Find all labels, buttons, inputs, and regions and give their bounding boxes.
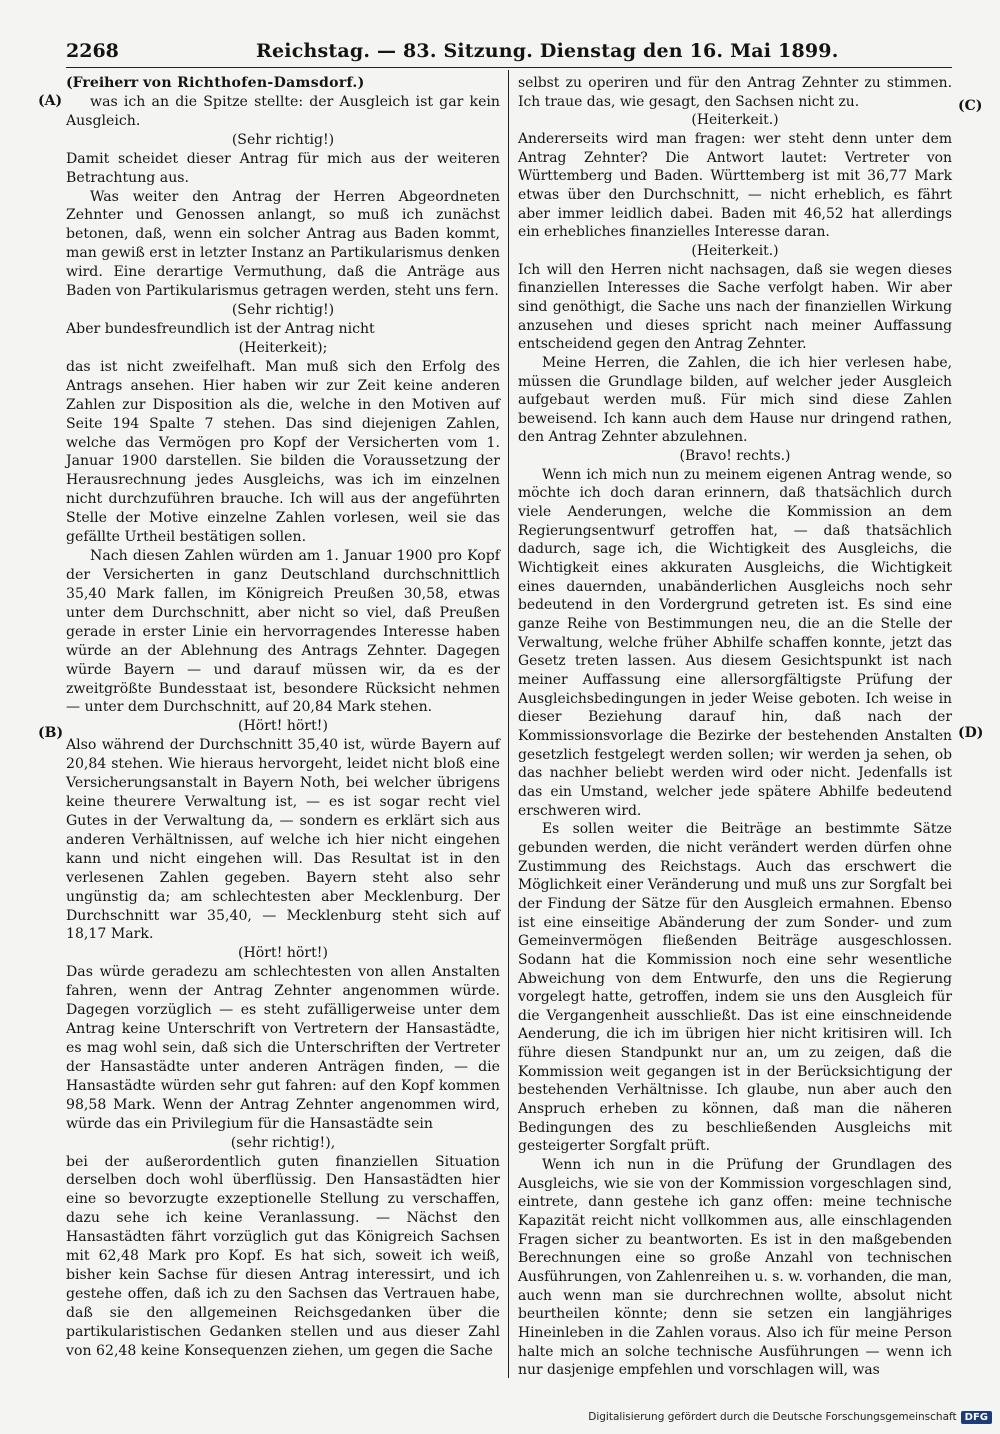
right-interjection: (Heiterkeit.) xyxy=(691,242,779,259)
left-interjection: (Hört! hört!) xyxy=(238,718,328,735)
left-paragraph: was ich an die Spitze stellte: der Ausgleich ist gar kein Ausgleich. xyxy=(66,93,500,129)
left-interjection: (sehr richtig!), xyxy=(230,1134,336,1151)
right-interjection: (Heiterkeit.) xyxy=(691,112,779,129)
speaker-name: von Richthofen-Damsdorf. xyxy=(143,75,358,91)
margin-marker-b: (B) xyxy=(38,725,64,741)
page-number: 2268 xyxy=(66,40,119,62)
left-interjection: (Hört! hört!) xyxy=(238,945,328,962)
left-paragraph: Also während der Durchschnitt 35,40 ist, würde Bayern auf 20,84 stehen. Wie hieraus hervorgeht, leidet nicht bloß eine Versicherungsanstalt in Bayern Noth, bei welcher übrigens keine theurere Verwaltung ist, — es ist sogar recht viel Gutes in der Verwaltung da, — sondern es erklärt sich aus anderen Verhältnissen, auf welche ich hier nicht eingehen kann und nicht eingehen will. Das Resultat ist in den verlesenen Zahlen gegeben. Bayern steht also sehr ungünstig da; am schlechtesten aber Mecklenburg. Der Durchschnitt war 35,40, — Mecklenburg steht sich auf 18,17 Mark. xyxy=(66,737,500,943)
header-rule xyxy=(66,67,952,68)
left-paragraph: Was weiter den Antrag der Herren Abgeordneten Zehnter und Genossen anlangt, so muß ich zunächst betonen, daß, wenn ein solcher Antrag aus Baden kommt, man gewiß erst in letzter Instanz an Partikularismus denken wird. Eine derartige Vermuthung, daß die Anträge aus Baden von Partikularismus getragen werden, steht uns fern. xyxy=(66,188,500,300)
left-paragraph: bei der außerordentlich guten finanziellen Situation derselben doch wohl überflüssig. Den Hansastädten hier eine so bevorzugte exzeptionelle Stellung zu verschaffen, dazu sehe ich keine Veranlassung. — Nächst den Hansastädten fährt vorzüglich gut das Königreich Sachsen mit 62,48 Mark pro Kopf. Es hat sich, soweit ich weiß, bisher kein Sachse für diesen Antrag interessirt, und ich gestehe offen, daß ich zu den Sachsen das Vertrauen habe, daß sie den allgemeinen Reichsgedanken über die partikularistischen Gedanken stellen und aus dieser Zahl von 62,48 keine Konsequenzen ziehen, um gegen die Sache xyxy=(66,1153,500,1359)
footer-credit-text: Digitalisierung gefördert durch die Deutsche Forschungsgemeinschaft xyxy=(588,1411,957,1423)
right-paragraph: Ich will den Herren nicht nachsagen, daß sie wegen dieses finanziellen Interesses die Sache verfolgt haben. Wir aber sind genöthigt, die Sache uns nach der finanziellen Wirkung anzusehen und dieses spricht nach meiner Auffassung entscheidend gegen den Antrag Zehnter. xyxy=(518,261,952,353)
right-interjection: (Bravo! rechts.) xyxy=(679,448,791,465)
margin-marker-c: (C) xyxy=(958,98,983,114)
left-paragraph: Nach diesen Zahlen würden am 1. Januar 1900 pro Kopf der Versicherten in ganz Deutschland durchschnittlich 35,40 Mark fallen, im Königreich Preußen 30,58, etwas unter dem Durchschnitt, aber nicht so viel, daß Preußen gerade in erster Linie ein hervorragendes Interesse haben würde an der Ablehnung des Antrags Zehnter. Dagegen würde Bayern — und darauf müssen wir, da es der zweitgrößte Bundesstaat ist, besondere Rücksicht nehmen — unter dem Durchschnitt, auf 20,84 Mark stehen. xyxy=(66,548,500,716)
left-paragraph: das ist nicht zweifelhaft. Man muß sich den Erfolg des Antrags ansehen. Hier haben wir zur Zeit keine anderen Zahlen zur Disposition als die, welche in den Motiven auf Seite 194 Spalte 7 stehen. Das sind diejenigen Zahlen, welche das Vermögen pro Kopf der Versicherten vom 1. Januar 1900 darstellen. Sie bilden die Voraussetzung der Herausrechnung jedes Ausgleichs, was ich im einzelnen nicht durchzuführen brauche. Ich will aus der angeführten Stelle der Motive einzelne Zahlen vorlesen, weil sie das gefällte Urtheil bestätigen sollen. xyxy=(66,358,500,546)
left-interjection: (Sehr richtig!) xyxy=(231,302,335,319)
right-paragraph: Meine Herren, die Zahlen, die ich hier verlesen habe, müssen die Grundlage bilden, auf welcher jeder Ausgleich aufgebaut werden muß. Für mich sind diese Zahlen beweisend. Ich kann auch dem Hause nur dringend rathen, den Antrag Zehnter abzulehnen. xyxy=(518,354,952,446)
footer-credit xyxy=(588,1411,992,1424)
right-column xyxy=(518,74,952,1380)
right-paragraph: Wenn ich mich nun zu meinem eigenen Antrag wende, so möchte ich doch daran erinnern, daß thatsächlich durch viele Aenderungen, welche die Kommission an dem Regierungsentwurf getroffen hat, — daß thatsächlich dadurch, sage ich, die Wichtigkeit des Ausgleichs, die Wichtigkeit eines akkuraten Ausgleichs, die Wichtigkeit eines dauernden, unabänderlichen Ausgleichs noch sehr bedeutend in den Vordergrund getreten ist. Es sind eine ganze Reihe von Bestimmungen neu, die an die Stelle der Verwaltung, welche früher Abhilfe schaffen konnte, jetzt das Gesetz treten lassen. Aus diesem Gesichtspunkt ist nach meiner Auffassung eine allersorgfältigste Prüfung der Ausgleichsbedingungen in jeder Weise geboten. Ich weise in dieser Beziehung darauf hin, daß nach der Kommissionsvorlage die Bezirke der bestehenden Anstalten gesetzlich festgelegt werden sollen; wir werden ja sehen, ob das nachher beliebt werden wird oder nicht. Jedenfalls ist das ein Umstand, welcher jede spätere Abhilfe bedeutend erschweren wird. xyxy=(518,466,952,819)
right-paragraph: selbst zu operiren und für den Antrag Zehnter zu stimmen. Ich traue das, wie gesagt, den Sachsen nicht zu. xyxy=(518,75,952,110)
column-divider xyxy=(508,70,509,1378)
right-paragraph: Andererseits wird man fragen: wer steht denn unter dem Antrag Zehnter? Die Antwort lautet: Vertreter von Württemberg und Baden. Württemberg ist mit 36,77 Mark etwas über den Durchschnitt, — nicht erheblich, es fährt aber immer leidlich dabei. Baden mit 46,52 hat allerdings ein erhebliches finanzielles Interesse daran. xyxy=(518,130,952,241)
right-paragraph: Wenn ich nun in die Prüfung der Grundlagen des Ausgleichs, wie sie von der Kommission vorgeschlagen sind, eintrete, dann gestehe ich ganz offen: meine technische Kapazität reicht nicht vollkommen aus, alle einschlagenden Fragen sicher zu beantworten. Es ist in den maßgebenden Berechnungen eine so große Anzahl von technischen Ausführungen, von Zahlenreihen u. s. w. vorhanden, die man, auch wenn man sie durchrechnen wollte, absolut nicht beurtheilen könnte; denn sie setzen ein langjähriges Hineinleben in die Zahlen voraus. Also ich für meine Person halte mich an solche technische Ausführungen — wenn ich nur dasjenige empfehlen und vorschlagen will, was xyxy=(518,1157,952,1379)
running-header xyxy=(66,40,952,66)
right-paragraph: Es sollen weiter die Beiträge an bestimmte Sätze gebunden werden, die nicht verändert werden dürfen ohne Zustimmung des Reichstags. Auch das erschwert die Möglichkeit einer Veränderung und muß uns zur Sorgfalt bei der Findung der Sätze für den Ausgleich ermahnen. Ebenso ist eine einseitige Abänderung der zum Sonder- und zum Gemeinvermögen fließenden Beiträge ausgeschlossen. Sodann hat die Kommission noch eine sehr wesentliche Abweichung von dem Entwurfe, den uns die Regierung vorgelegt hatte, getroffen, indem sie uns den Ausgleich für die Vergangenheit ausschließt. Das ist eine einschneidende Aenderung, die ich im übrigen hier nicht kritisiren will. Ich führe diesen Standpunkt nur an, um zu zeigen, daß die Kommission weit gegangen ist in der Berücksichtigung der bestehenden Verhältnisse. Ich glaube, nun aber auch den Anspruch erheben zu können, daß man die näheren Bedingungen des zu beschließenden Ausgleichs mit gesteigerter Sorgfalt prüft. xyxy=(518,821,952,1155)
left-column xyxy=(66,74,500,1361)
left-paragraph: Das würde geradezu am schlechtesten von allen Anstalten fahren, wenn der Antrag Zehnter angenommen würde. Dagegen vorzüglich — es steht zufälligerweise unter dem Antrag keine Unterschrift von Vertretern der Hansastädte, es mag wohl sein, daß sich die Unterschriften der Vertreter der Hansastädte unter anderen Anträgen finden, — die Hansastädte würden sehr gut fahren: auf den Kopf kommen 98,58 Mark. Wenn der Antrag Zehnter angenommen wird, würde das ein Privilegium für die Hansastädte sein xyxy=(66,964,500,1132)
speaker-suffix: ) xyxy=(357,75,365,91)
running-title: Reichstag. — 83. Sitzung. Dienstag den 16. Mai 1899. xyxy=(256,40,839,62)
dfg-logo: DFG xyxy=(961,1411,992,1424)
left-interjection: (Heiterkeit); xyxy=(238,339,328,356)
left-interjection: (Sehr richtig!) xyxy=(231,131,335,148)
margin-marker-d: (D) xyxy=(958,725,984,741)
speaker-prefix: (Freiherr xyxy=(66,75,144,91)
left-paragraph: Damit scheidet dieser Antrag für mich aus der weiteren Betrachtung aus. xyxy=(66,150,500,186)
left-paragraph: Aber bundesfreundlich ist der Antrag nicht xyxy=(66,320,375,337)
speaker-line xyxy=(66,74,500,93)
margin-marker-a: (A) xyxy=(38,93,63,109)
